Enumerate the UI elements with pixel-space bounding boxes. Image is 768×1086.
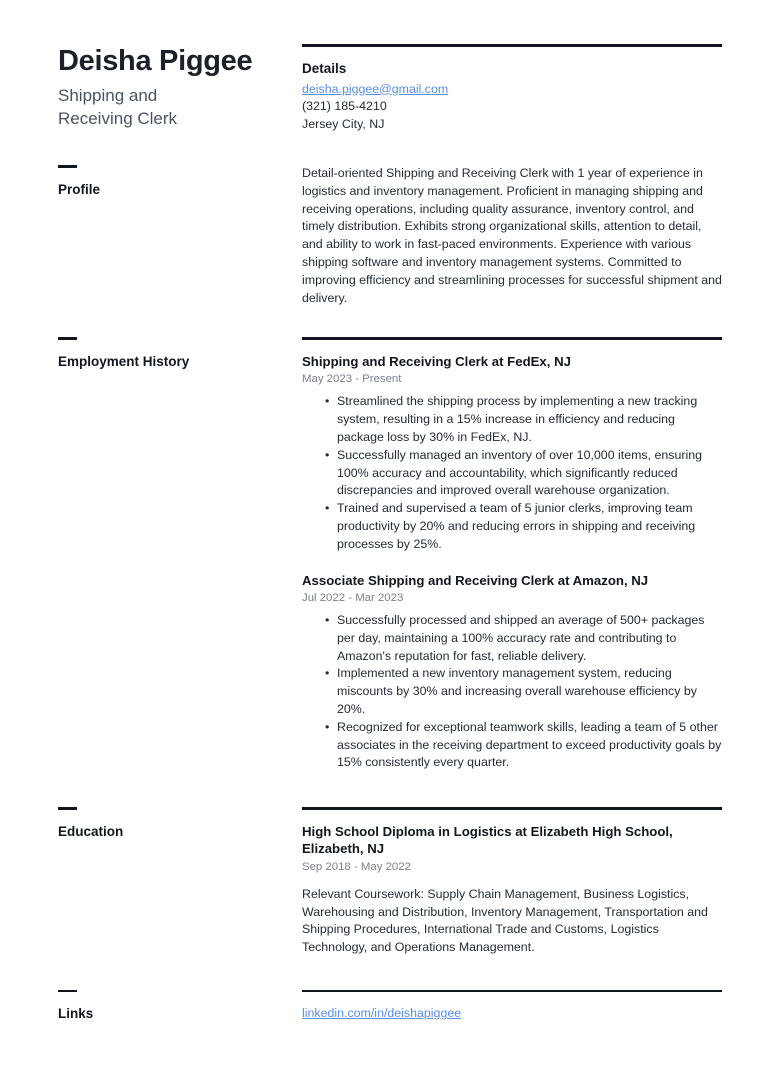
employment-dash-marker bbox=[58, 337, 77, 340]
employment-entry bbox=[302, 353, 722, 554]
education-entry-description: Relevant Coursework: Supply Chain Management, Business Logistics, Warehousing and Distribution, Inventory Management, Transportation and Shipping Procedures, International Trade and Customs, Logistics Technology, and Operations Management. bbox=[302, 886, 708, 955]
links-content bbox=[302, 990, 722, 1023]
profile-dash-marker bbox=[58, 165, 77, 168]
links-label: Links bbox=[58, 1006, 94, 1022]
list-item: • Successfully managed an inventory of over 10,000 items, ensuring 100% accuracy and accountability, which significantly reduced discrepancies and improved overall warehouse organization. bbox=[327, 447, 722, 500]
linkedin-link[interactable]: linkedin.com/in/deishapiggee bbox=[302, 1006, 462, 1021]
job-title-line-2: Receiving Clerk bbox=[58, 109, 178, 128]
profile-label-block bbox=[58, 165, 302, 199]
education-entry-date: Sep 2018 - May 2022 bbox=[302, 860, 411, 873]
employment-section bbox=[0, 337, 768, 772]
employment-content bbox=[302, 337, 722, 772]
email-link[interactable]: deisha.piggee@gmail.com bbox=[302, 81, 449, 96]
links-label-block bbox=[58, 990, 302, 1024]
details-section bbox=[302, 44, 722, 133]
employment-entry-bullets bbox=[302, 612, 722, 772]
education-content bbox=[302, 807, 722, 957]
header-identity bbox=[58, 44, 302, 130]
education-dash-marker bbox=[58, 807, 77, 810]
profile-text: Detail-oriented Shipping and Receiving Clerk with 1 year of experience in logistics and inventory management. Proficient in managing shipping and receiving operations, including quality assurance, inventory control, and timely distribution. Exhibits strong organizational skills, attention to detail, and ability to work in fast-paced environments. Experience with various shipping software and inventory management systems. Committed to improving efficiency and streamlining processes for successful shipment and delivery. bbox=[302, 166, 722, 305]
list-item: • Recognized for exceptional teamwork skills, leading a team of 5 other associates in the receiving department to exceed productivity goals by 15% consistently every quarter. bbox=[327, 719, 722, 772]
list-item: • Implemented a new inventory management system, reducing miscounts by 30% and increasing overall warehouse efficiency by 20%. bbox=[327, 665, 722, 718]
links-divider bbox=[302, 990, 722, 993]
education-divider bbox=[302, 807, 722, 810]
links-section bbox=[0, 990, 768, 1024]
links-dash-marker bbox=[58, 990, 77, 993]
employment-entry-date: May 2023 - Present bbox=[302, 373, 402, 386]
list-item: • Streamlined the shipping process by implementing a new tracking system, resulting in a 15% increase in efficiency and reducing package loss by 30% in FedEx, NJ. bbox=[327, 393, 722, 446]
details-email-row bbox=[302, 81, 722, 99]
employment-entry-date: Jul 2022 - Mar 2023 bbox=[302, 592, 404, 605]
employment-label: Employment History bbox=[58, 353, 190, 369]
education-section bbox=[0, 807, 768, 957]
details-divider bbox=[302, 44, 722, 47]
employment-divider bbox=[302, 337, 722, 340]
employment-entry-bullets bbox=[302, 393, 722, 553]
header-section bbox=[0, 0, 768, 133]
details-heading: Details bbox=[302, 60, 347, 76]
profile-section bbox=[0, 165, 768, 307]
employment-entry-title: Associate Shipping and Receiving Clerk at Amazon, NJ bbox=[302, 572, 649, 588]
education-entry-title: High School Diploma in Logistics at Elizabeth High School, Elizabeth, NJ bbox=[302, 823, 673, 857]
job-title bbox=[58, 84, 286, 130]
education-entry bbox=[302, 823, 722, 957]
list-item: • Successfully processed and shipped an average of 500+ packages per day, maintaining a 100% accuracy rate and contributing to Amazon's reputation for fast, reliable delivery. bbox=[327, 612, 722, 665]
education-label: Education bbox=[58, 823, 124, 839]
employment-label-block bbox=[58, 337, 302, 371]
links-item-row bbox=[302, 1005, 722, 1023]
details-location: Jersey City, NJ bbox=[302, 116, 385, 131]
profile-content bbox=[302, 165, 722, 307]
list-item: • Trained and supervised a team of 5 junior clerks, improving team productivity by 20% and reducing errors in shipping and receiving processes by 25%. bbox=[327, 500, 722, 553]
page-title: Deisha Piggee bbox=[58, 45, 253, 77]
job-title-line-1: Shipping and bbox=[58, 86, 158, 105]
education-label-block bbox=[58, 807, 302, 841]
employment-entry bbox=[302, 572, 722, 773]
profile-label: Profile bbox=[58, 181, 101, 197]
employment-entry-title: Shipping and Receiving Clerk at FedEx, NJ bbox=[302, 353, 571, 369]
details-phone: (321) 185-4210 bbox=[302, 99, 387, 113]
